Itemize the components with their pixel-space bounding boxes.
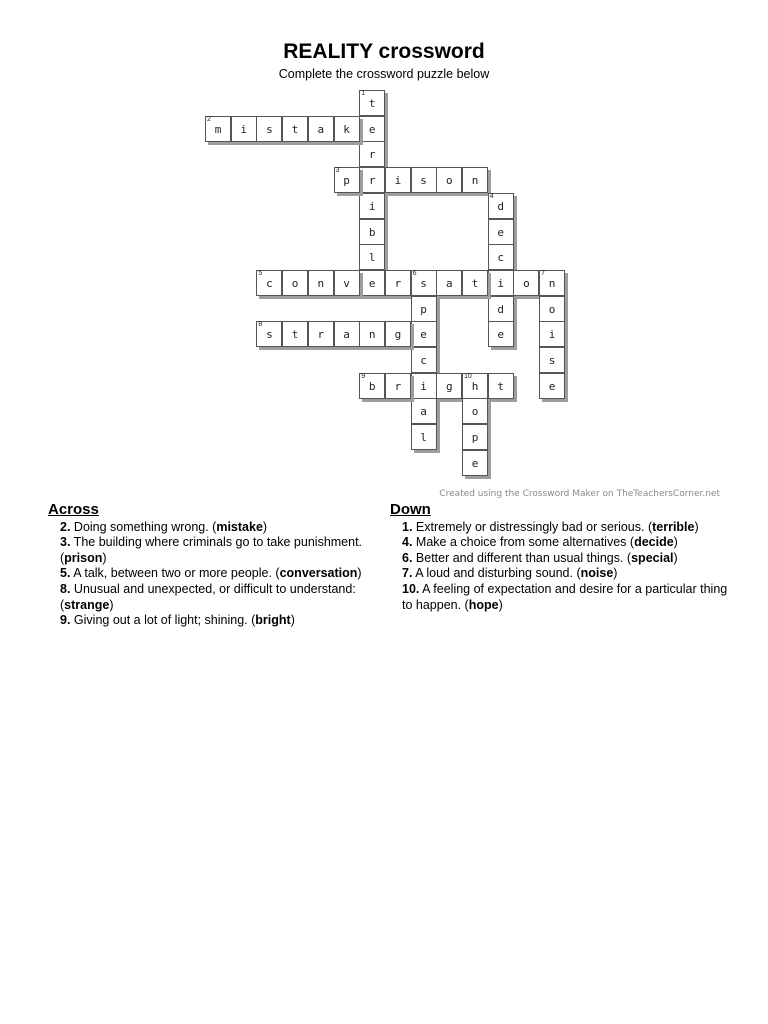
cell-letter: c (497, 251, 504, 265)
cell-letter: s (420, 174, 427, 188)
cell-number: 1 (361, 90, 366, 97)
grid-cell[interactable] (385, 270, 411, 296)
cell-letter: t (497, 379, 504, 393)
clue-number: 7. (402, 566, 413, 581)
cell-letter: o (445, 174, 453, 188)
clue-answer: strange (64, 597, 110, 612)
cell-number: 3 (335, 167, 340, 175)
cell-letter: o (548, 302, 556, 316)
across-clues (48, 502, 378, 629)
grid-cell[interactable] (539, 270, 565, 296)
cell-letter: o (471, 405, 479, 419)
clue-text: Doing something wrong. ( (70, 519, 217, 534)
clue-text: Make a choice from some alternatives ( (412, 535, 635, 550)
cell-letter: l (420, 431, 427, 445)
cell-letter: d (497, 199, 504, 213)
clue-item (48, 566, 378, 582)
clue-close: ) (498, 597, 503, 612)
clue-number: 8. (60, 581, 71, 596)
cell-letter: r (368, 174, 376, 188)
cell-letter: g (394, 328, 402, 342)
cell-letter: r (394, 276, 402, 290)
grid-cell[interactable] (462, 424, 488, 450)
clue-number: 4. (402, 535, 413, 550)
cell-number: 8 (258, 321, 263, 329)
cell-letter: t (471, 276, 479, 290)
grid-cell[interactable] (256, 270, 282, 296)
grid-cell[interactable] (385, 321, 411, 347)
cell-letter: l (368, 251, 376, 265)
cell-letter: v (343, 276, 350, 290)
clue-item (390, 535, 730, 551)
grid-cell[interactable] (539, 347, 565, 373)
cell-letter: o (523, 276, 530, 290)
cell-letter: t (291, 328, 299, 342)
clue-item (390, 520, 730, 536)
cell-letter: n (368, 328, 376, 342)
grid-cell[interactable] (436, 373, 462, 399)
grid-cell[interactable] (359, 193, 385, 219)
cell-letter: i (368, 199, 376, 213)
grid-cell[interactable] (488, 296, 514, 322)
grid-cell[interactable] (488, 244, 514, 270)
grid-cell[interactable] (462, 450, 488, 476)
cell-number: 9 (361, 372, 366, 380)
clue-answer: prison (64, 550, 103, 565)
cell-letter: a (343, 328, 350, 342)
cell-letter: e (471, 456, 479, 470)
cell-letter: b (368, 225, 376, 239)
grid-cell[interactable] (411, 347, 437, 373)
cell-letter: e (548, 379, 556, 393)
cell-letter: c (266, 276, 273, 290)
across-clue-list (48, 520, 378, 629)
clue-close: ) (673, 535, 678, 550)
cell-number: 7 (541, 269, 545, 277)
clue-close: ) (262, 519, 268, 534)
clue-text: The building where criminals go to take punishment. ( (60, 535, 363, 565)
clue-item (48, 535, 378, 566)
grid-cell[interactable] (359, 270, 385, 296)
cell-letter: a (420, 405, 427, 419)
cell-number: 5 (258, 269, 263, 277)
clue-answer: hope (468, 597, 499, 612)
grid-cell[interactable] (411, 321, 437, 347)
clue-number: 3. (60, 535, 71, 550)
clue-answer: terrible (652, 519, 695, 534)
grid-cell[interactable] (488, 270, 514, 296)
cell-letter: g (445, 379, 453, 393)
grid-cell[interactable] (256, 321, 282, 347)
grid-cell[interactable] (513, 270, 539, 296)
grid-cell[interactable] (334, 167, 360, 193)
clue-answer: noise (580, 566, 614, 581)
grid-cell[interactable] (359, 219, 385, 245)
grid-cell[interactable] (462, 398, 488, 424)
clue-answer: mistake (216, 519, 263, 534)
cell-letter: s (266, 122, 273, 136)
clue-item (390, 566, 730, 582)
clue-text: Unusual and unexpected, or difficult to understand: ( (60, 581, 356, 612)
clue-item (390, 582, 730, 613)
clue-text: A talk, between two or more people. ( (70, 566, 280, 581)
cell-letter: a (317, 122, 325, 136)
cell-letter: i (497, 276, 504, 290)
cell-letter: t (291, 122, 299, 136)
cell-letter: o (291, 276, 299, 290)
cell-letter: k (343, 122, 350, 136)
clue-number: 2. (60, 519, 71, 534)
grid-cell[interactable] (411, 398, 437, 424)
grid-cell[interactable] (539, 321, 565, 347)
grid-cell[interactable] (488, 321, 514, 347)
grid-cell[interactable] (488, 219, 514, 245)
clue-item (390, 551, 730, 567)
across-heading: Across (48, 501, 99, 518)
grid-cell[interactable] (411, 167, 437, 193)
grid-cell[interactable] (359, 90, 385, 116)
clue-number: 5. (60, 566, 71, 581)
cell-letter: e (420, 328, 427, 342)
grid-cell[interactable] (359, 321, 385, 347)
grid-cell[interactable] (282, 321, 308, 347)
grid-cell[interactable] (411, 296, 437, 322)
grid-cell[interactable] (282, 116, 308, 142)
cell-letter: i (548, 328, 556, 342)
page-title: REALITY crossword (283, 40, 485, 63)
cell-letter: t (368, 97, 376, 110)
crossword-grid (205, 90, 570, 490)
grid-cell[interactable] (359, 244, 385, 270)
clue-close: ) (357, 566, 362, 581)
grid-cell[interactable] (282, 270, 308, 296)
cell-letter: i (394, 174, 402, 188)
clue-answer: special (631, 550, 674, 565)
cell-number: 4 (489, 192, 494, 200)
clue-close: ) (109, 597, 114, 612)
clue-close: ) (694, 519, 699, 534)
cell-letter: r (368, 148, 376, 162)
grid-cell[interactable] (462, 373, 488, 399)
cell-number: 10 (464, 372, 472, 380)
cell-letter: b (368, 379, 376, 393)
clue-close: ) (290, 613, 295, 628)
grid-cell[interactable] (385, 167, 411, 193)
grid-cell[interactable] (334, 116, 360, 142)
clue-close: ) (102, 550, 107, 565)
clue-text: Extremely or distressingly bad or serious. ( (412, 519, 653, 534)
cell-letter: e (368, 276, 376, 290)
down-heading: Down (390, 501, 431, 518)
clue-number: 1. (402, 519, 413, 534)
grid-cell[interactable] (385, 373, 411, 399)
grid-cell[interactable] (411, 373, 437, 399)
cell-letter: s (548, 354, 556, 367)
cell-letter: a (445, 276, 453, 290)
grid-cell[interactable] (411, 424, 437, 450)
clue-answer: bright (255, 613, 291, 628)
cell-letter: e (497, 328, 504, 342)
grid-cell[interactable] (359, 141, 385, 167)
down-clues (390, 502, 730, 613)
grid-cell[interactable] (308, 270, 334, 296)
clue-item (48, 582, 378, 613)
down-clue-list (390, 520, 730, 614)
clue-text: A feeling of expectation and desire for a particular thing to happen. ( (402, 581, 728, 612)
cell-letter: c (420, 354, 427, 367)
cell-letter: m (214, 122, 222, 136)
grid-cell[interactable] (436, 270, 462, 296)
grid-cell[interactable] (308, 116, 334, 142)
grid-cell[interactable] (231, 116, 257, 142)
grid-cell[interactable] (359, 167, 385, 193)
page-subtitle: Complete the crossword puzzle below (278, 67, 490, 81)
grid-cell[interactable] (462, 167, 488, 193)
clue-item (48, 520, 378, 536)
cell-number: 2 (207, 115, 211, 123)
grid-cell[interactable] (334, 321, 360, 347)
grid-cell[interactable] (539, 373, 565, 399)
cell-letter: i (420, 379, 427, 393)
cell-letter: h (471, 379, 479, 393)
grid-cell[interactable] (256, 116, 282, 142)
clue-answer: decide (634, 535, 674, 550)
cell-letter: n (471, 174, 479, 188)
cell-letter: s (266, 328, 273, 342)
cell-letter: i (240, 122, 247, 136)
grid-cell[interactable] (411, 270, 437, 296)
grid-cell[interactable] (436, 167, 462, 193)
cell-letter: r (317, 328, 325, 342)
cell-letter: r (394, 379, 402, 393)
clue-close: ) (673, 550, 678, 565)
clue-number: 9. (60, 613, 71, 628)
cell-letter: e (497, 225, 504, 239)
grid-cell[interactable] (462, 270, 488, 296)
cell-letter: n (317, 276, 325, 290)
grid-cell[interactable] (539, 296, 565, 322)
cell-letter: e (368, 122, 376, 136)
grid-cell[interactable] (205, 116, 231, 142)
clue-answer: conversation (279, 566, 358, 581)
clue-text: Better and different than usual things. ( (412, 550, 632, 565)
grid-cell[interactable] (488, 373, 514, 399)
clue-item (48, 613, 378, 629)
cell-number: 6 (412, 269, 417, 277)
cell-letter: s (420, 276, 427, 290)
clue-number: 10. (402, 581, 420, 596)
cell-letter: n (548, 276, 556, 290)
grid-cell[interactable] (359, 373, 385, 399)
cell-letter: p (343, 174, 350, 188)
credit-line: Created using the Crossword Maker on TheTeachersCorner.net (439, 489, 720, 499)
cell-letter: p (471, 431, 479, 445)
grid-cell[interactable] (308, 321, 334, 347)
grid-cell[interactable] (488, 193, 514, 219)
grid-cell[interactable] (359, 116, 385, 142)
cell-letter: p (420, 302, 427, 316)
clue-number: 6. (402, 550, 413, 565)
clue-close: ) (613, 566, 618, 581)
clue-text: A loud and disturbing sound. ( (412, 566, 581, 581)
clue-text: Giving out a lot of light; shining. ( (70, 613, 256, 628)
cell-letter: d (497, 302, 504, 316)
grid-cell[interactable] (334, 270, 360, 296)
